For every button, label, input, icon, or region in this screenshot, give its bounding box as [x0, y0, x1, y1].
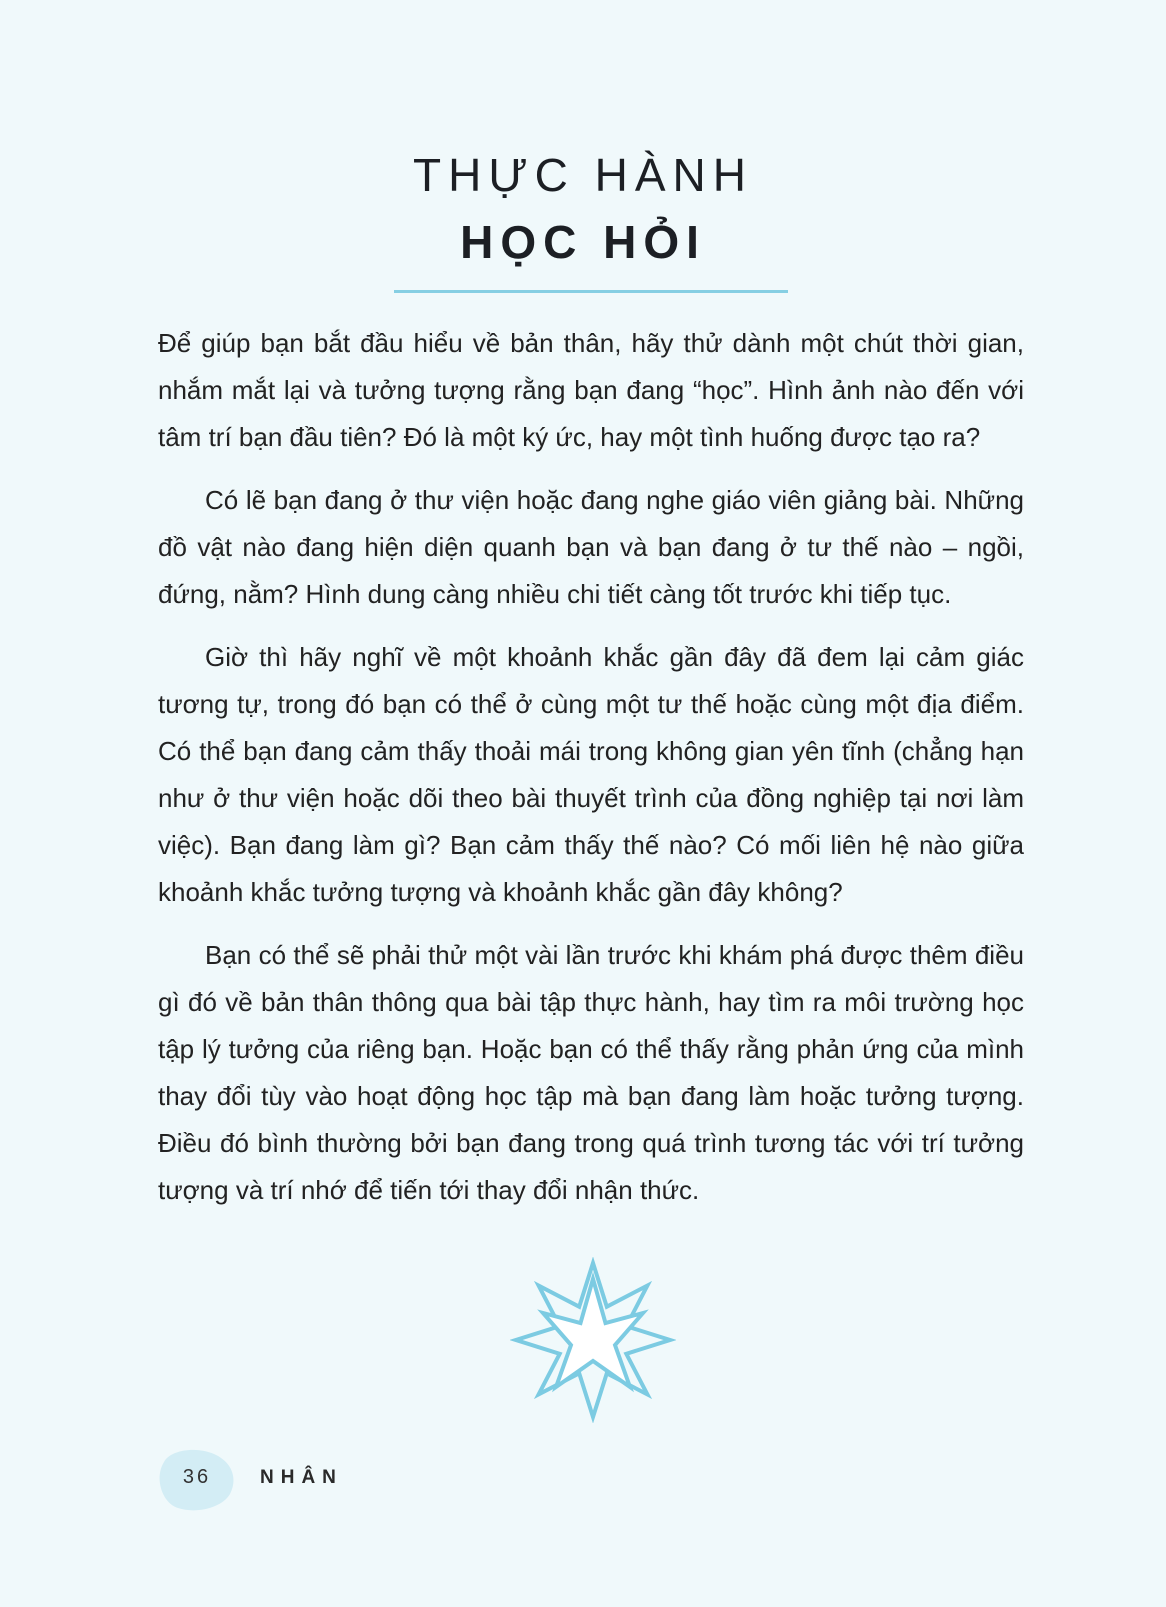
page-title-line-1: THỰC HÀNH: [413, 149, 753, 201]
title-underline-divider: [394, 290, 788, 293]
running-head: NHÂN: [260, 1467, 343, 1488]
paragraph-4: Bạn có thể sẽ phải thử một vài lần trước khi khám phá được thêm điều gì đó về bản thân thông qua bài tập thực hành, hay tìm ra môi trường học tập lý tưởng của riêng bạn. Hoặc bạn có thể thấy rằng phản ứng của mình thay đổi tùy vào hoạt động học tập mà bạn đang làm hoặc tưởng tượng. Điều đó bình thường bởi bạn đang trong quá trình tương tác với trí tưởng tượng và trí nhớ để tiến tới thay đổi nhận thức.: [158, 940, 1024, 1205]
body-text: [158, 320, 1024, 1230]
page-number: 36: [182, 1466, 212, 1488]
page-title-line-2: HỌC HỎI: [460, 216, 706, 268]
paragraph-2: Có lẽ bạn đang ở thư viện hoặc đang nghe giáo viên giảng bài. Những đồ vật nào đang hiện diện quanh bạn và bạn đang ở tư thế nào – ngồi, đứng, nằm? Hình dung càng nhiều chi tiết càng tốt trước khi tiếp tục.: [158, 485, 1024, 609]
paragraph-1: Để giúp bạn bắt đầu hiểu về bản thân, hãy thử dành một chút thời gian, nhắm mắt lại và tưởng tượng rằng bạn đang “học”. Hình ảnh nào đến với tâm trí bạn đầu tiên? Đó là một ký ức, hay một tình huống được tạo ra?: [158, 328, 1024, 452]
paragraph-3: Giờ thì hãy nghĩ về một khoảnh khắc gần đây đã đem lại cảm giác tương tự, trong đó bạn có thể ở cùng một tư thế hoặc cùng một địa điểm. Có thể bạn đang cảm thấy thoải mái trong không gian yên tĩnh (chẳng hạn như ở thư viện hoặc dõi theo bài thuyết trình của đồng nghiệp tại nơi làm việc). Bạn đang làm gì? Bạn cảm thấy thế nào? Có mối liên hệ nào giữa khoảnh khắc tưởng tượng và khoảnh khắc gần đây không?: [158, 642, 1024, 907]
eight-point-star-icon: [510, 1257, 676, 1423]
